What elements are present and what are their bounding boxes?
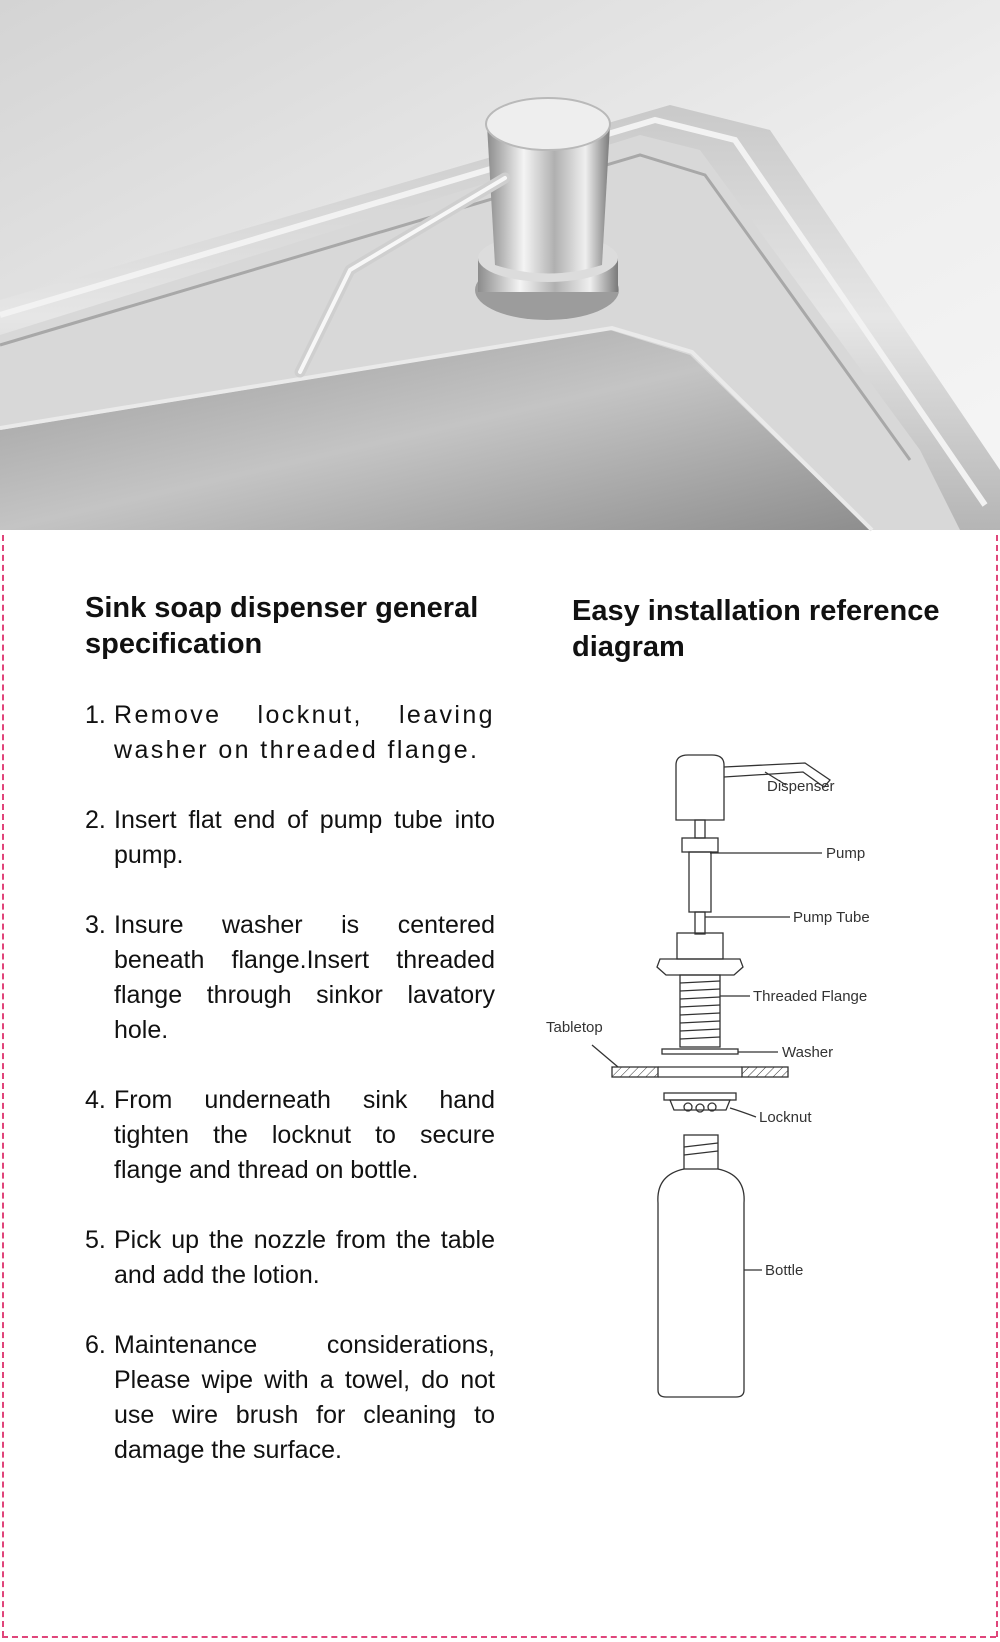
list-item <box>85 1083 495 1188</box>
list-item <box>85 698 495 768</box>
tabletop-leader-line <box>592 1045 618 1067</box>
step-number: 3. <box>85 911 106 939</box>
threaded-flange-label: Threaded Flange <box>753 988 868 1005</box>
step-text: From underneath sink hand tighten the locknut to secure flange and thread on bottle. <box>114 1086 495 1184</box>
pump-label: Pump <box>826 845 866 862</box>
list-item <box>85 908 495 1048</box>
step-number: 6. <box>85 1331 106 1359</box>
specification-title: Sink soap dispenser general specification <box>85 592 479 660</box>
installation-diagram-drawing <box>546 755 940 1475</box>
frame-border-left <box>2 535 4 1637</box>
installation-diagram <box>546 755 940 1475</box>
bottle-label: Bottle <box>765 1262 804 1279</box>
step-text: Remove locknut, leaving washer on threaded flange. <box>114 701 495 764</box>
bottle-shape <box>658 1135 744 1397</box>
specification-steps <box>85 698 495 1503</box>
list-item <box>85 1328 495 1468</box>
washer-shape <box>662 1049 738 1054</box>
step-text: Insert flat end of pump tube into pump. <box>114 806 495 869</box>
locknut-shape <box>664 1093 736 1112</box>
locknut-leader-line <box>730 1108 756 1117</box>
list-item <box>85 1223 495 1293</box>
sink-dispenser-photo <box>0 0 1000 530</box>
frame-border-right <box>996 535 998 1637</box>
dispenser-label: Dispenser <box>767 778 835 795</box>
step-number: 4. <box>85 1086 106 1114</box>
step-number: 2. <box>85 806 106 834</box>
step-text: Pick up the nozzle from the table and add the lotion. <box>114 1226 495 1289</box>
step-number: 1. <box>85 701 106 729</box>
step-number: 5. <box>85 1226 106 1254</box>
pump-tube-label: Pump Tube <box>793 909 870 926</box>
step-text: Maintenance considerations, Please wipe with a towel, do not use wire brush for cleaning to damage the surface. <box>114 1331 495 1464</box>
tabletop-label: Tabletop <box>546 1019 603 1036</box>
step-text: Insure washer is centered beneath flange.Insert threaded flange through sinkor lavatory hole. <box>114 911 495 1044</box>
washer-label: Washer <box>782 1044 834 1061</box>
list-item <box>85 803 495 873</box>
diagram-title: Easy installation reference diagram <box>572 595 940 663</box>
product-photo <box>0 0 1000 530</box>
threaded-flange-shape <box>657 933 743 1047</box>
frame-border-bottom <box>2 1636 996 1638</box>
tabletop-shape <box>612 1067 788 1077</box>
locknut-label: Locknut <box>759 1109 812 1126</box>
